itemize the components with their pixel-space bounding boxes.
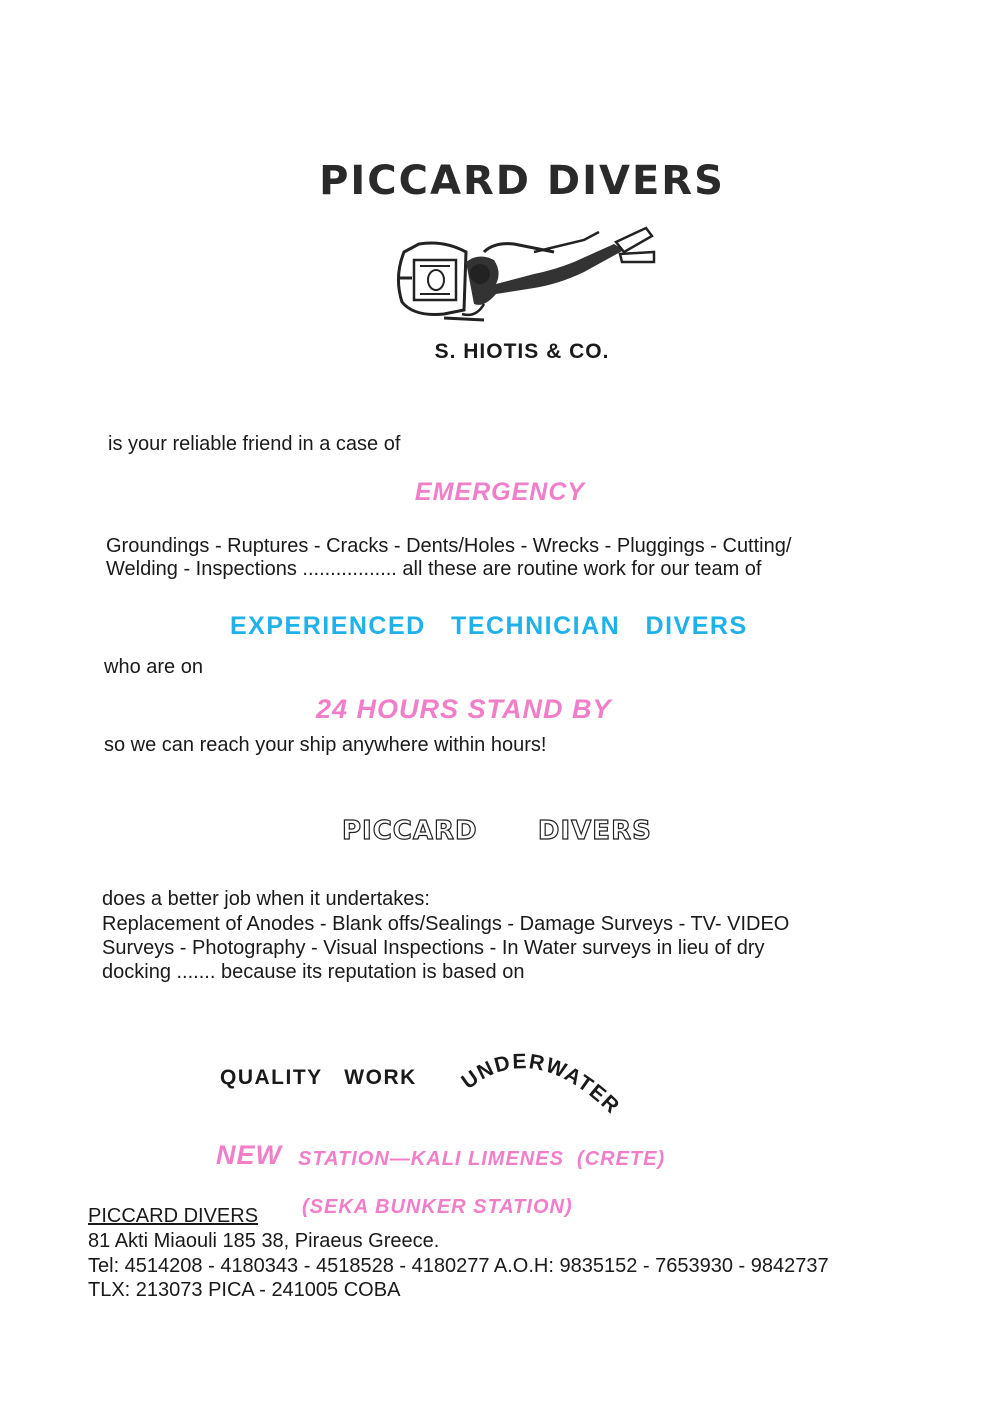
new-label: NEW (216, 1140, 282, 1170)
svg-text:UNDERWATER (457, 1050, 624, 1119)
footer-telex: TLX: 213073 PICA - 241005 COBA (88, 1279, 401, 1301)
intro-text: is your reliable friend in a case of (108, 433, 401, 455)
seka-station-text: (SEKA BUNKER STATION) (302, 1196, 573, 1218)
footer-company-name: PICCARD DIVERS (88, 1205, 259, 1227)
emergency-heading: EMERGENCY (414, 478, 586, 506)
underwater-label: UNDERWATER (457, 1049, 625, 1119)
diver-with-scooter-icon (384, 222, 664, 332)
services-line-1: Groundings - Ruptures - Cracks - Dents/Holes - Wrecks - Pluggings - Cutting/ (106, 535, 792, 557)
who-are-on-text: who are on (104, 656, 203, 678)
page-title: PICCARD DIVERS (319, 158, 725, 204)
better-job-line-3: Surveys - Photography - Visual Inspections - In Water surveys in lieu of dry (102, 937, 765, 959)
services-line-2: Welding - Inspections ................. all these are routine work for our team of (106, 558, 762, 580)
company-name: S. HIOTIS & CO. (434, 340, 610, 363)
reach-text: so we can reach your ship anywhere within hours! (104, 734, 547, 756)
quality-work-text: QUALITY WORK (220, 1066, 417, 1089)
better-job-line-2: Replacement of Anodes - Blank offs/Sealings - Damage Surveys - TV- VIDEO (102, 913, 790, 935)
station-text: STATION—KALI LIMENES (CRETE) (298, 1148, 666, 1170)
standby-heading: 24 HOURS STAND BY (316, 694, 612, 724)
experienced-heading: EXPERIENCED TECHNICIAN DIVERS (230, 612, 748, 640)
footer-address: 81 Akti Miaouli 185 38, Piraeus Greece. (88, 1230, 440, 1252)
better-job-line-1: does a better job when it undertakes: (102, 888, 430, 910)
underwater-arc-text (450, 1040, 650, 1150)
footer-telephone: Tel: 4514208 - 4180343 - 4518528 - 4180277 A.O.H: 9835152 - 7653930 - 9842737 (88, 1255, 829, 1277)
brand-outline-title: PICCARD DIVERS (342, 816, 652, 846)
better-job-line-4: docking ....... because its reputation is based on (102, 961, 525, 983)
